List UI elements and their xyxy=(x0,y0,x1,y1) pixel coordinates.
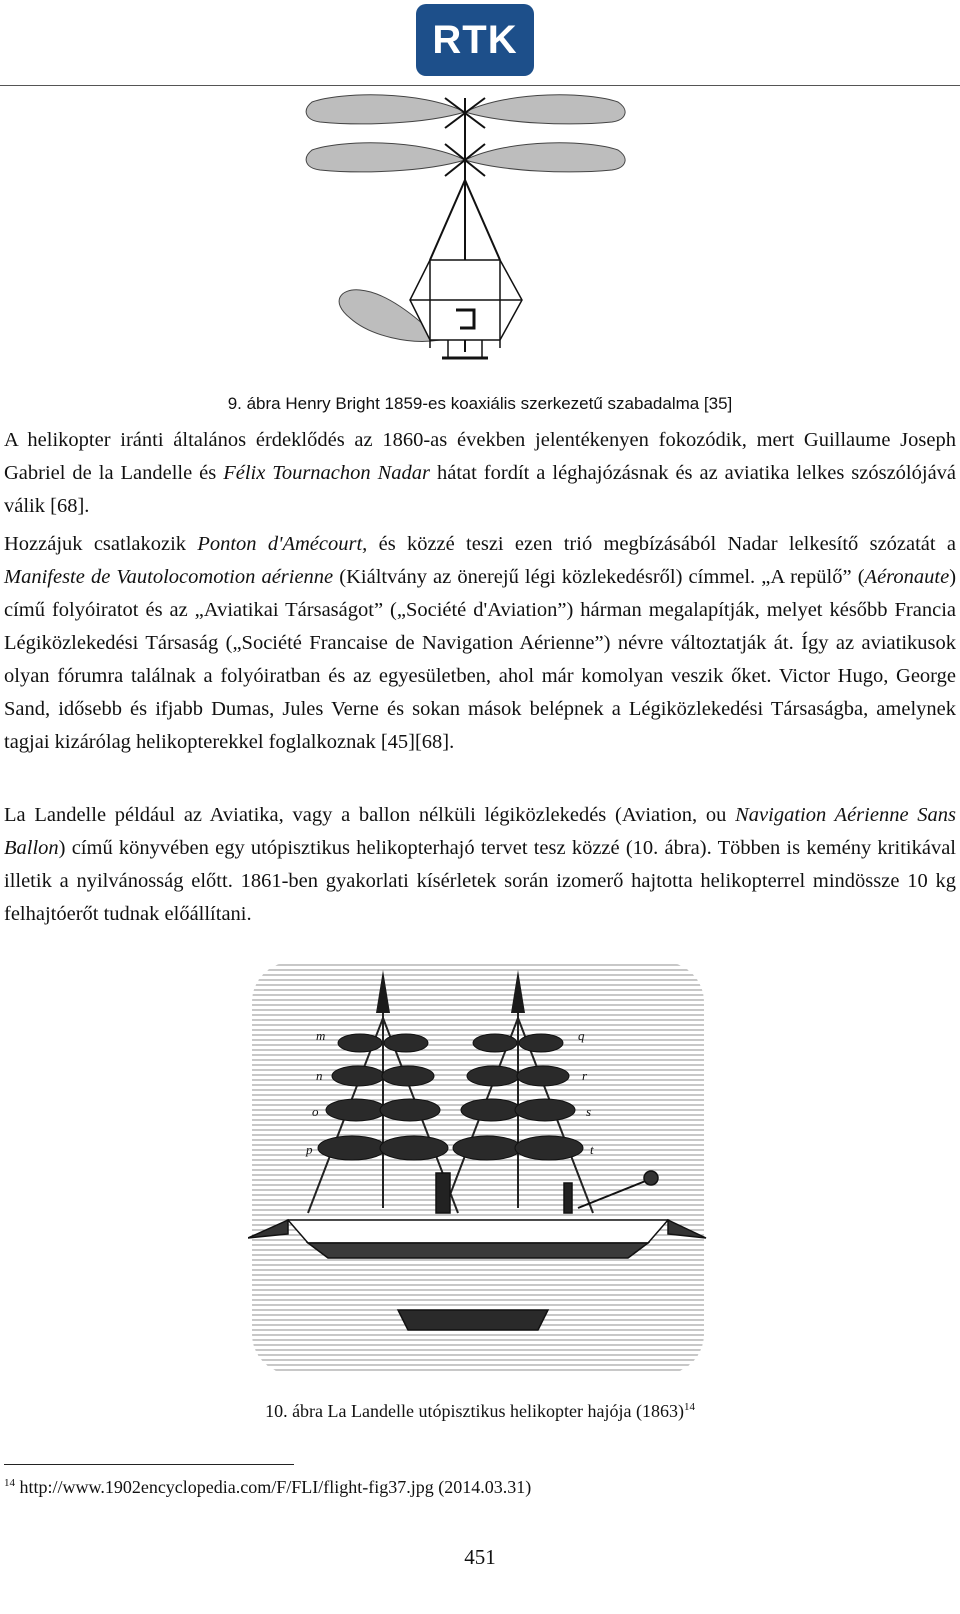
figure-10-caption-text: 10. ábra La Landelle utópisztikus helikopter hajója (1863) xyxy=(265,1401,684,1421)
engraving-letter-m: m xyxy=(316,1028,326,1043)
paragraph-2-text-4: ) című folyóiratot és az „Aviatikai Társaságot” („Société d'Aviation”) hárman megalapítják, melyet később Francia Légiközlekedési Társaság („Société Francaise de Navigation Aérienne”) névre változtatják át. Így az aviatikusok olyan fórumra találnak a folyóiratban és az egyesületben, ahol már komolyan veszik őket. Victor Hugo, George Sand, idősebb és ifjabb Dumas, Jules Verne és sokan mások belépnek a Légiközlekedési Társaságba, amelynek tagjai kizárólag helikopterekkel foglalkoznak [45][68]. xyxy=(4,566,957,753)
figure-10-caption xyxy=(0,1401,960,1422)
paragraph-2-italic-1: Ponton d'Amécourt, xyxy=(197,533,368,555)
footnote-reference: 14 xyxy=(683,1401,695,1413)
figure-9-caption: 9. ábra Henry Bright 1859-es koaxiális szerkezetű szabadalma [35] xyxy=(227,394,733,413)
engraving-letter-s: s xyxy=(586,1104,592,1119)
engraving-letter-t: t xyxy=(590,1142,594,1157)
engraving-letter-p: p xyxy=(306,1142,313,1157)
footnote-separator xyxy=(4,1464,294,1465)
paragraph-1-text-1: A helikopter iránti általános érdeklődés az 1860-as években jelentékenyen fokozódik, mert Guillaume Joseph Gabriel de la Landelle és xyxy=(4,429,956,484)
paragraph-3 xyxy=(4,799,956,931)
paragraph-1-text-2: hátat fordít a léghajózásnak és az aviatika lelkes szószólójává válik [68]. xyxy=(4,462,957,517)
paragraph-3-text-2: ) című könyvében egy utópisztikus helikopterhajó tervet tesz közzé (10. ábra). Többen is kemény kritikával illetik a nyilvánosság előtt. 1861-ben gyakorlati kísérletek során izomerő hajtotta helikopterrel mindössze 10 kg felhajtóerőt tudnak előállítani. xyxy=(4,837,956,925)
engraving-letter-q: q xyxy=(578,1028,585,1043)
paragraph-2-text-2: és közzé teszi ezen trió megbízásából Nadar lelkesítő szózatát a xyxy=(367,533,956,555)
engraving-letter-r: r xyxy=(582,1068,588,1083)
landelle-helicopter-ship-engraving xyxy=(248,958,708,1378)
paragraph-3-text-1: La Landelle például az Aviatika, vagy a ballon nélküli légiközlekedés (Aviation, ou xyxy=(4,804,736,826)
paragraph-2-text-1: Hozzájuk csatlakozik xyxy=(4,533,198,555)
bright-helicopter-illustration xyxy=(300,90,660,375)
paragraph-2-text-3: (Kiáltvány az önerejű légi közlekedésről) címmel. „A repülő” ( xyxy=(333,566,865,588)
paragraph-3-italic-1: Navigation Aérienne Sans Ballon xyxy=(4,804,956,859)
header-rule xyxy=(0,85,960,86)
paragraph-1-italic-1: Félix Tournachon Nadar xyxy=(223,462,431,484)
page-number: 451 xyxy=(464,1545,496,1569)
engraving-letter-n: n xyxy=(316,1068,323,1083)
engraving-letter-o: o xyxy=(312,1104,319,1119)
paragraph-1 xyxy=(4,424,956,523)
paragraph-2-italic-3: Aéronaute xyxy=(864,566,950,588)
paragraph-2 xyxy=(4,528,956,759)
footnote-text: http://www.1902encyclopedia.com/F/FLI/flight-fig37.jpg (2014.03.31) xyxy=(19,1477,532,1497)
footnote-number: 14 xyxy=(4,1477,15,1489)
page-header xyxy=(0,0,960,86)
footnote xyxy=(4,1477,531,1498)
logo-text: RTK xyxy=(432,17,518,62)
rtk-logo xyxy=(416,4,534,76)
paragraph-2-italic-2: Manifeste de Vautolocomotion aérienne xyxy=(4,566,334,588)
